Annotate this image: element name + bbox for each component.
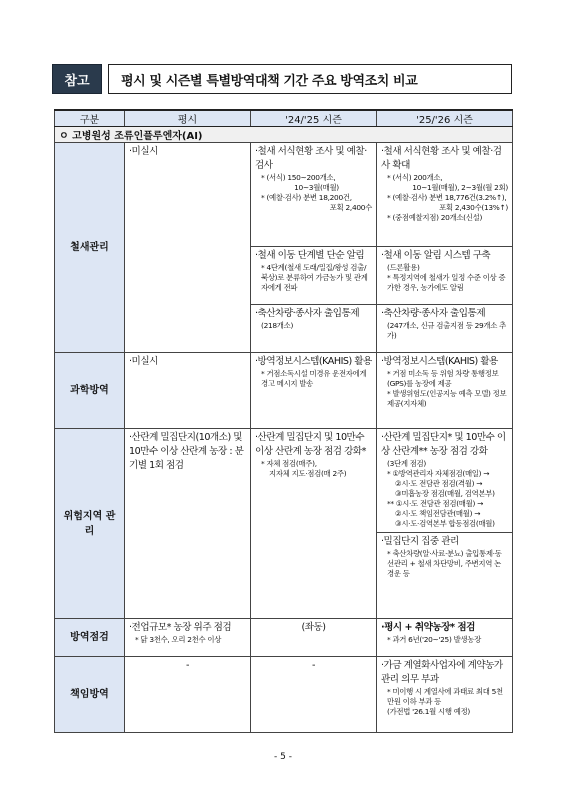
measure-text: ·철새 서식현황 조사 및 예찰·검사: [255, 146, 367, 171]
measure-text: ·철새 서식현황 조사 및 예찰·검사 확대: [381, 146, 502, 171]
measure-text: ·방역정보시스템(KAHIS) 활용: [255, 356, 372, 367]
table-row: [55, 429, 513, 619]
measure-text: ·전업규모* 농장 위주 점검: [129, 622, 232, 633]
cell-2425: [251, 143, 377, 247]
cell-2526: [377, 305, 513, 353]
measure-text: ·평시 + 취약농장* 점검: [381, 622, 475, 633]
measure-text: ·가금 계열화사업자에 계약농가 관리 의무 부과: [381, 660, 503, 685]
note-text: * 거점 미소독 등 위험 차량 통행정보(GPS)를 농장에 제공: [387, 369, 499, 388]
note-text: * 닭 3천수, 오리 2천수 이상: [135, 635, 222, 644]
note-text: * 과거 6년('20~'25) 발생농장: [387, 635, 481, 644]
measure-text: ·철새 이동 단계별 단순 알림: [255, 250, 365, 261]
comparison-table: [54, 109, 513, 733]
measure-text: ·산란계 밀집단지 및 10만수 이상 산란계 농장 점검 강화*: [255, 432, 366, 457]
cell-normal: ·산란계 밀집단지(10개소) 및 10만수 이상 산란계 농장 : 분기별 1회 점검: [125, 429, 251, 619]
cell-2425: [251, 305, 377, 353]
table-row: [55, 657, 513, 733]
category-risk-area: 위험지역 관리: [55, 429, 125, 619]
col-header-normal: 평시: [125, 110, 251, 127]
cell-2425: [251, 247, 377, 305]
col-header-2526: '25/'26 시즌: [377, 110, 513, 127]
sub-text: (247개소, 신규 검출지점 등 29개소 추가): [387, 321, 506, 340]
note-text: 10~1월(매월), 2~3월(월 2회): [412, 183, 508, 192]
cell-2425: -: [251, 657, 377, 733]
note-text: * 자체 점검(매주),: [261, 459, 317, 468]
cell-normal: ·미실시: [125, 143, 251, 353]
cell-2526: [377, 247, 513, 305]
note-text: ③미흡농장 점검(매월, 검역본부): [395, 489, 495, 498]
note-text: (가전법 '26.1월 시행 예정): [387, 707, 471, 716]
category-bird-management: 철새관리: [55, 143, 125, 353]
sub-text: (218개소): [261, 321, 294, 330]
section-title: ㅇ 고병원성 조류인플루엔자(AI): [55, 127, 513, 143]
cell-normal: ·미실시: [125, 353, 251, 429]
cell-2526: [377, 657, 513, 733]
note-text: * (서식) 200개소,: [387, 173, 443, 182]
cell-2526: [377, 143, 513, 247]
page-title: 평시 및 시즌별 특별방역대책 기간 주요 방역조치 비교: [108, 64, 512, 94]
measure-text: ·방역정보시스템(KAHIS) 활용: [381, 356, 498, 367]
table-row: [55, 619, 513, 657]
table-row: [55, 353, 513, 429]
note-text: ②시·도 전담관 점검(격월) →: [395, 479, 483, 488]
section-row: [55, 127, 513, 143]
cell-2425: (좌동): [251, 619, 377, 657]
note-text: * (서식) 150~200개소,: [261, 173, 336, 182]
note-text: 포획 2,430수(13%↑): [439, 203, 508, 212]
reference-tag: 참고: [52, 64, 102, 94]
cell-normal: [125, 619, 251, 657]
note-text: * 미이행 시 계열사에 과태료 최대 5천만원 이하 부과 등: [387, 687, 503, 706]
measure-text: ·축산차량·종사자 출입통제: [381, 308, 486, 319]
cell-2425: [251, 429, 377, 619]
measure-text: ·축산차량·종사자 출입통제: [255, 308, 360, 319]
col-header-category: 구분: [55, 110, 125, 127]
page-header: [52, 64, 512, 94]
sub-text: (3단계 점검): [387, 459, 426, 468]
measure-text: ·밀집단지 집중 관리: [377, 532, 512, 549]
col-header-2425: '24/'25 시즌: [251, 110, 377, 127]
note-text: ③시·도·검역본부 합동점검(매월): [395, 519, 495, 528]
note-text: * 축산차량(알·사료·분뇨) 출입통제·동선관리 + 철새 차단망비, 주변지역 논 경운 등: [387, 549, 502, 578]
sub-text: (드론활용): [387, 263, 420, 272]
note-text: * (중점예찰지점) 20개소(신설): [387, 213, 483, 222]
note-text: ** ①시·도 전담관 점검(매월) →: [387, 499, 483, 508]
measure-text: ·철새 이동 알림 시스템 구축: [381, 250, 491, 261]
cell-2526: [377, 619, 513, 657]
note-text: * ①방역관리자 자체점검(매일) →: [387, 469, 490, 478]
cell-2526: [377, 353, 513, 429]
note-text: 포획 2,400수: [329, 203, 372, 212]
cell-2425: [251, 353, 377, 429]
note-text: 10~3월(매월): [294, 183, 339, 192]
note-text: 지자체 지도·점검(매 2주): [269, 469, 347, 478]
category-responsibility: 책임방역: [55, 657, 125, 733]
note-text: ②시·도 책임전담관(매월) →: [395, 509, 481, 518]
page-number: - 5 -: [274, 752, 292, 762]
note-text: * (예찰·검사) 분변 18,200건,: [261, 193, 352, 202]
table-header-row: [55, 110, 513, 127]
note-text: * 거점소독시설 미경유 운전자에게 경고 메시지 발송: [261, 369, 367, 388]
note-text: * 특정지역에 철새가 일정 수준 이상 증가한 경우, 농가에도 알림: [387, 273, 506, 292]
note-text: * 4단계(철새 도래/밀집/왕성 검출/북상)로 분류하여 가금농가 및 관계자에게 전파: [261, 263, 368, 292]
category-inspection: 방역점검: [55, 619, 125, 657]
note-text: * (예찰·검사) 분변 18,776건(3.2%↑),: [387, 193, 507, 202]
category-science: 과학방역: [55, 353, 125, 429]
note-text: * 발생위험도(인공지능 예측 모델) 정보 제공(지자체): [387, 389, 507, 408]
cell-normal: -: [125, 657, 251, 733]
measure-text: ·산란계 밀집단지* 및 10만수 이상 산란계** 농장 점검 강화: [381, 432, 506, 457]
cell-2526: [377, 429, 513, 619]
table-row: [55, 143, 513, 247]
